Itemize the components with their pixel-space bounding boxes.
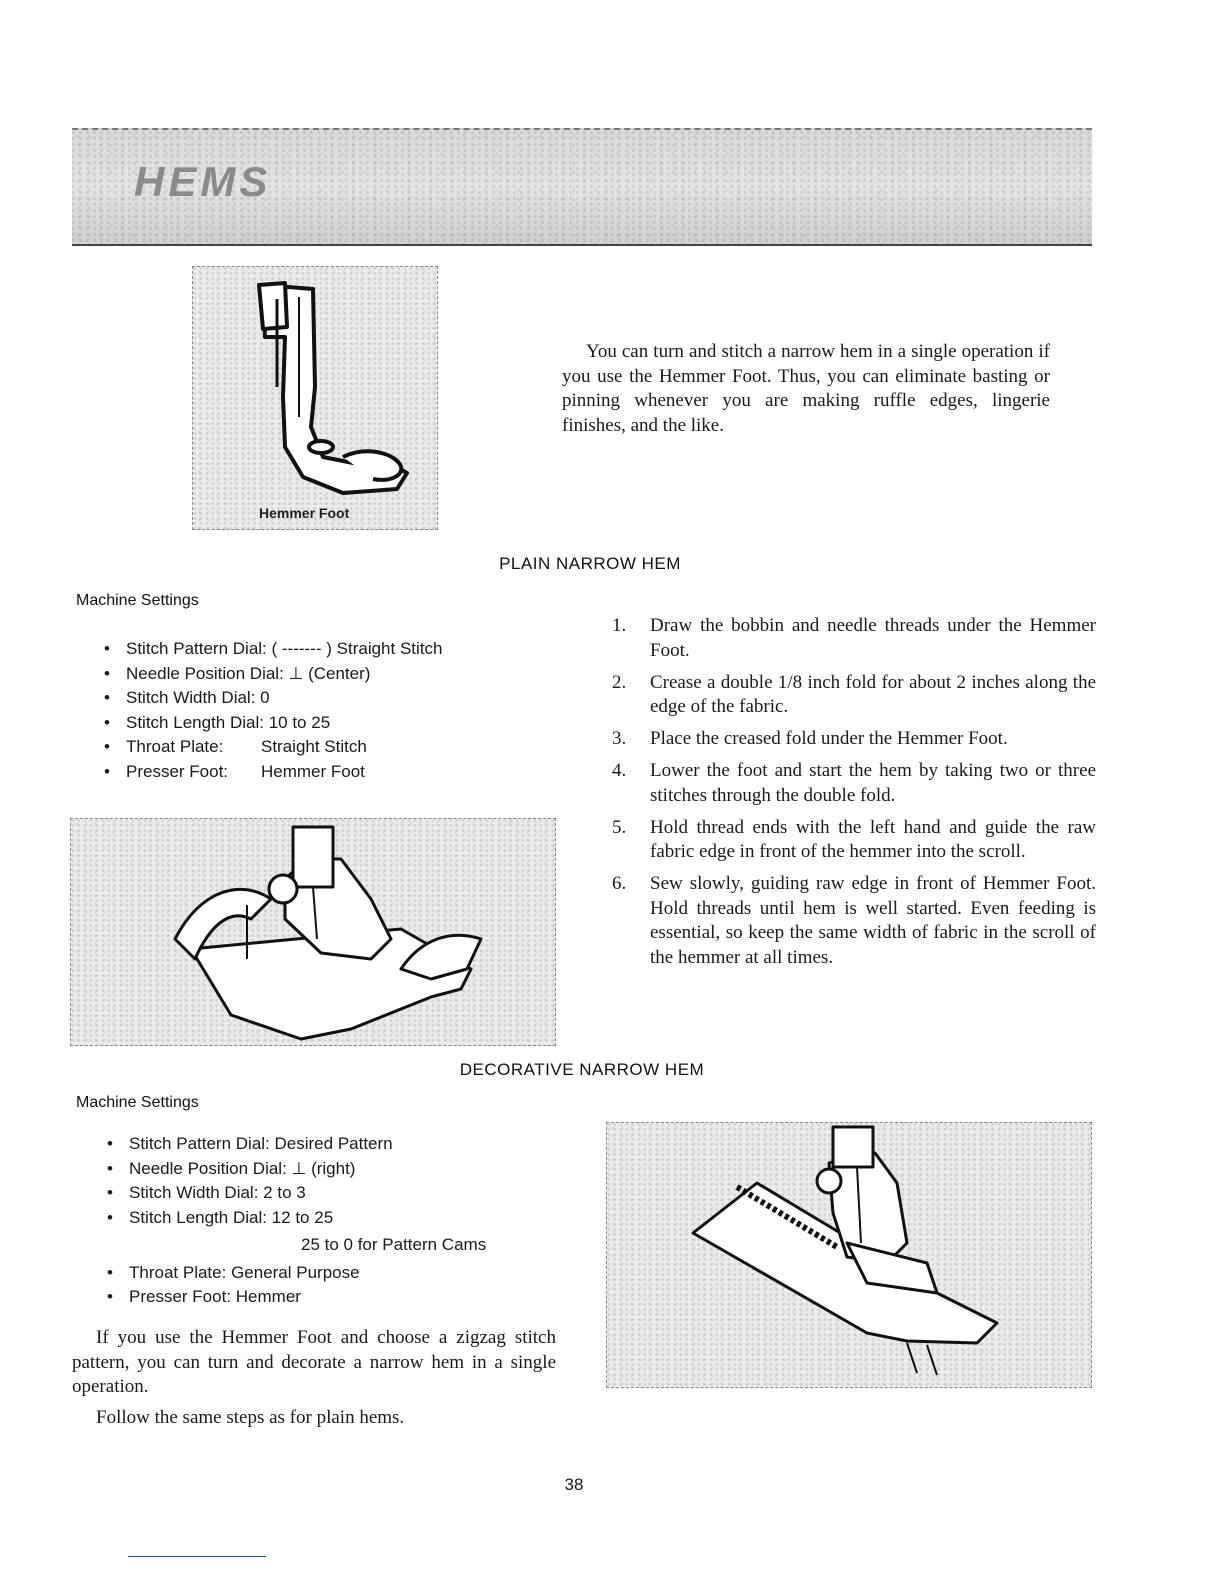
step-item: 1. Draw the bobbin and needle threads under the Hemmer Foot. <box>612 615 1096 661</box>
decorative-hem-heading: DECORATIVE NARROW HEM <box>459 1060 705 1079</box>
plain-hem-sewing-illustration <box>70 818 556 1046</box>
decorative-hem-drawing <box>607 1123 1091 1387</box>
page-title: HEMS <box>134 158 272 205</box>
setting-stitch-pattern: • Stitch Pattern Dial: Desired Pattern <box>107 1134 393 1153</box>
step-item: 4. Lower the foot and start the hem by taking two or three stitches through the double fold. <box>612 760 1096 806</box>
setting-length-note: 25 to 0 for Pattern Cams <box>301 1235 487 1254</box>
hemmer-foot-drawing <box>193 267 437 529</box>
setting-presser-foot: • Presser Foot: Hemmer <box>107 1287 301 1306</box>
decorative-settings-title: Machine Settings <box>76 1094 199 1111</box>
setting-stitch-length: • Stitch Length Dial: 10 to 25 <box>104 712 331 732</box>
plain-steps-list <box>612 614 1096 978</box>
setting-stitch-pattern: • Stitch Pattern Dial: ( ------- ) Straight Stitch <box>104 639 443 658</box>
figure-caption: Hemmer Foot <box>259 505 350 521</box>
decorative-settings-list <box>107 1132 487 1310</box>
setting-stitch-width: • Stitch Width Dial: 2 to 3 <box>107 1183 306 1202</box>
hemmer-foot-illustration <box>192 266 438 530</box>
decorative-paragraph: If you use the Hemmer Foot and choose a zigzag stitch pattern, you can turn and decorate a narrow hem in a single operation. <box>72 1327 556 1397</box>
header-banner <box>72 128 1092 246</box>
intro-text: You can turn and stitch a narrow hem in a single operation if you use the Hemmer Foot. Thus, you can eliminate basting or pinning whenever you are making ruffle edges, lingerie finishes, and the like. <box>562 341 1050 436</box>
plain-hem-drawing <box>71 819 555 1045</box>
setting-stitch-width: • Stitch Width Dial: 0 <box>104 688 270 707</box>
plain-hem-heading: PLAIN NARROW HEM <box>499 554 681 573</box>
setting-throat-plate: • Throat Plate: Straight Stitch <box>104 737 367 756</box>
step-item: 2. Crease a double 1/8 inch fold for about 2 inches along the edge of the fabric. <box>612 671 1096 717</box>
setting-throat-plate: • Throat Plate: General Purpose <box>107 1262 360 1282</box>
step-item: 3. Place the creased fold under the Hemmer Foot. <box>612 728 1008 749</box>
setting-needle-position: • Needle Position Dial: ⊥ (right) <box>107 1158 356 1178</box>
step-item: 6. Sew slowly, guiding raw edge in front of Hemmer Foot. Hold threads until hem is well started. Even feeding is essential, so keep the same width of fabric in the scroll of the hemmer at all times. <box>612 873 1096 968</box>
page-number: 38 <box>564 1475 584 1494</box>
decorative-hem-illustration <box>606 1122 1092 1388</box>
intro-paragraph <box>562 340 1050 438</box>
setting-needle-position: • Needle Position Dial: ⊥ (Center) <box>104 663 371 683</box>
setting-stitch-length: • Stitch Length Dial: 12 to 25 <box>107 1207 334 1227</box>
step-item: 5. Hold thread ends with the left hand and guide the raw fabric edge in front of the hemmer into the scroll. <box>612 816 1096 862</box>
plain-settings-title: Machine Settings <box>76 592 199 609</box>
decorative-followup: Follow the same steps as for plain hems. <box>96 1407 405 1428</box>
footer-rule <box>128 1556 266 1557</box>
plain-settings-list <box>104 637 443 784</box>
setting-presser-foot: • Presser Foot: Hemmer Foot <box>104 761 365 781</box>
